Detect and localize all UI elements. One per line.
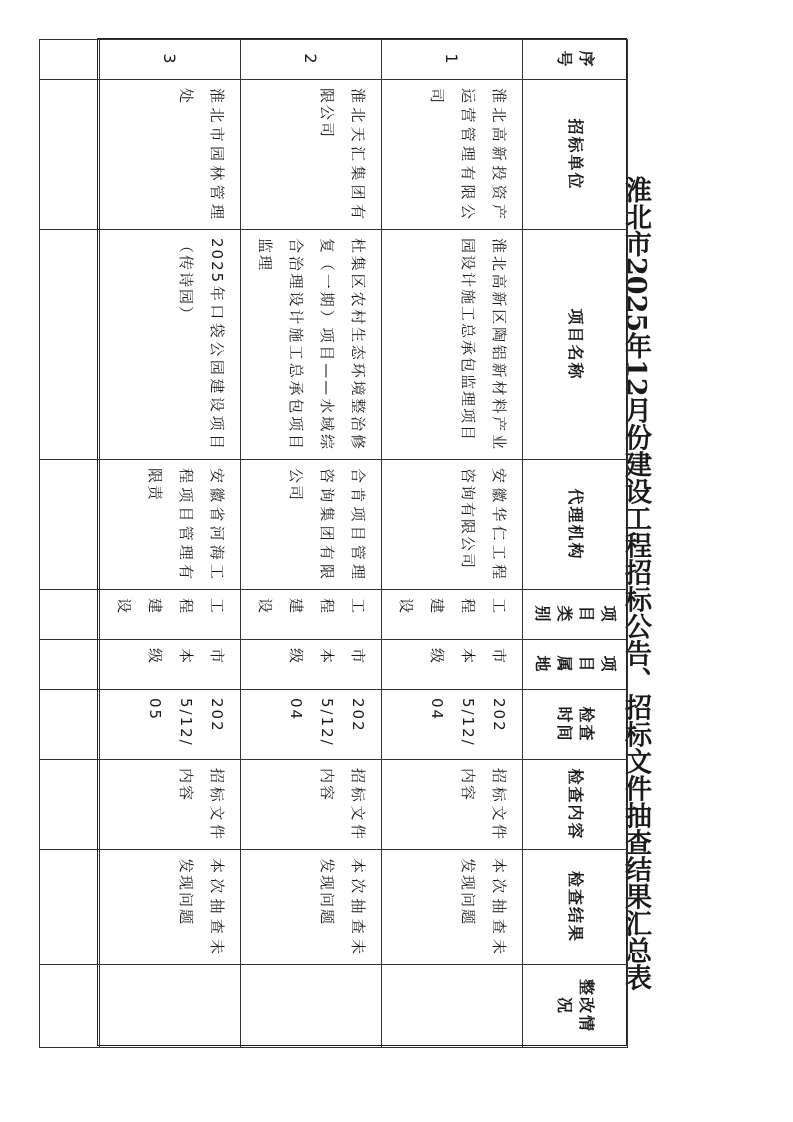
cell-location: 市本级 (382, 640, 523, 690)
table-row (382, 40, 523, 1048)
cell-seq: 3 (100, 40, 241, 80)
cell-rectify (382, 965, 523, 1048)
cell-content: 招标文件内容 (100, 760, 241, 850)
cell-location: 市本级 (241, 640, 382, 690)
header-location: 项目属地 (523, 640, 628, 690)
cell-category: 工程建设 (241, 590, 382, 640)
results-table (39, 39, 628, 1048)
cell-rectify (241, 965, 382, 1048)
cell-result: 本次抽查未发现问题 (241, 850, 382, 965)
cell-agency: 安徽华仁工程咨询有限公司 (382, 460, 523, 590)
header-seq: 序号 (523, 40, 628, 80)
cell-project: 淮北高新区陶铝新材料产业园设计施工总承包监理项目 (382, 230, 523, 460)
empty-cell (40, 850, 100, 965)
cell-content: 招标文件内容 (382, 760, 523, 850)
table-row (100, 40, 241, 1048)
empty-cell (40, 40, 100, 80)
cell-date: 2025/12/04 (241, 690, 382, 760)
cell-seq: 2 (241, 40, 382, 80)
cell-unit: 淮北天汇集团有限公司 (241, 80, 382, 230)
cell-rectify (100, 965, 241, 1048)
empty-cell (40, 640, 100, 690)
header-category: 项目类别 (523, 590, 628, 640)
cell-location: 市本级 (100, 640, 241, 690)
cell-result: 本次抽查未发现问题 (382, 850, 523, 965)
cell-seq: 1 (382, 40, 523, 80)
results-table-frame (97, 38, 627, 1046)
empty-cell (40, 80, 100, 230)
empty-cell (40, 965, 100, 1048)
cell-date: 2025/12/04 (382, 690, 523, 760)
cell-content: 招标文件内容 (241, 760, 382, 850)
cell-unit: 淮北市园林管理处 (100, 80, 241, 230)
header-rectify: 整改情况 (523, 965, 628, 1048)
empty-cell (40, 460, 100, 590)
cell-agency: 合肯项目管理咨询集团有限公司 (241, 460, 382, 590)
empty-cell (40, 690, 100, 760)
header-result: 检查结果 (523, 850, 628, 965)
empty-cell (40, 590, 100, 640)
cell-project: 2025年口袋公园建设项目（传诗园） (100, 230, 241, 460)
empty-cell (40, 230, 100, 460)
table-row (241, 40, 382, 1048)
header-date: 检查时间 (523, 690, 628, 760)
header-project: 项目名称 (523, 230, 628, 460)
header-agency: 代理机构 (523, 460, 628, 590)
cell-agency: 安徽省河海工程项目管理有限责 (100, 460, 241, 590)
header-unit: 招标单位 (523, 80, 628, 230)
table-header-row (523, 40, 628, 1048)
empty-row (40, 40, 100, 1048)
document-title: 淮北市2025年12月份建设工程招标公告、招标文件抽查结果汇总表 (620, 176, 651, 991)
empty-cell (40, 760, 100, 850)
cell-result: 本次抽查未发现问题 (100, 850, 241, 965)
cell-category: 工程建设 (100, 590, 241, 640)
cell-date: 2025/12/05 (100, 690, 241, 760)
cell-project: 杜集区农村生态环境整治修复（一期）项目——水域综合治理设计施工总承包项目监理 (241, 230, 382, 460)
cell-category: 工程建设 (382, 590, 523, 640)
header-content: 检查内容 (523, 760, 628, 850)
cell-unit: 淮北高新投资产运营管理有限公司 (382, 80, 523, 230)
